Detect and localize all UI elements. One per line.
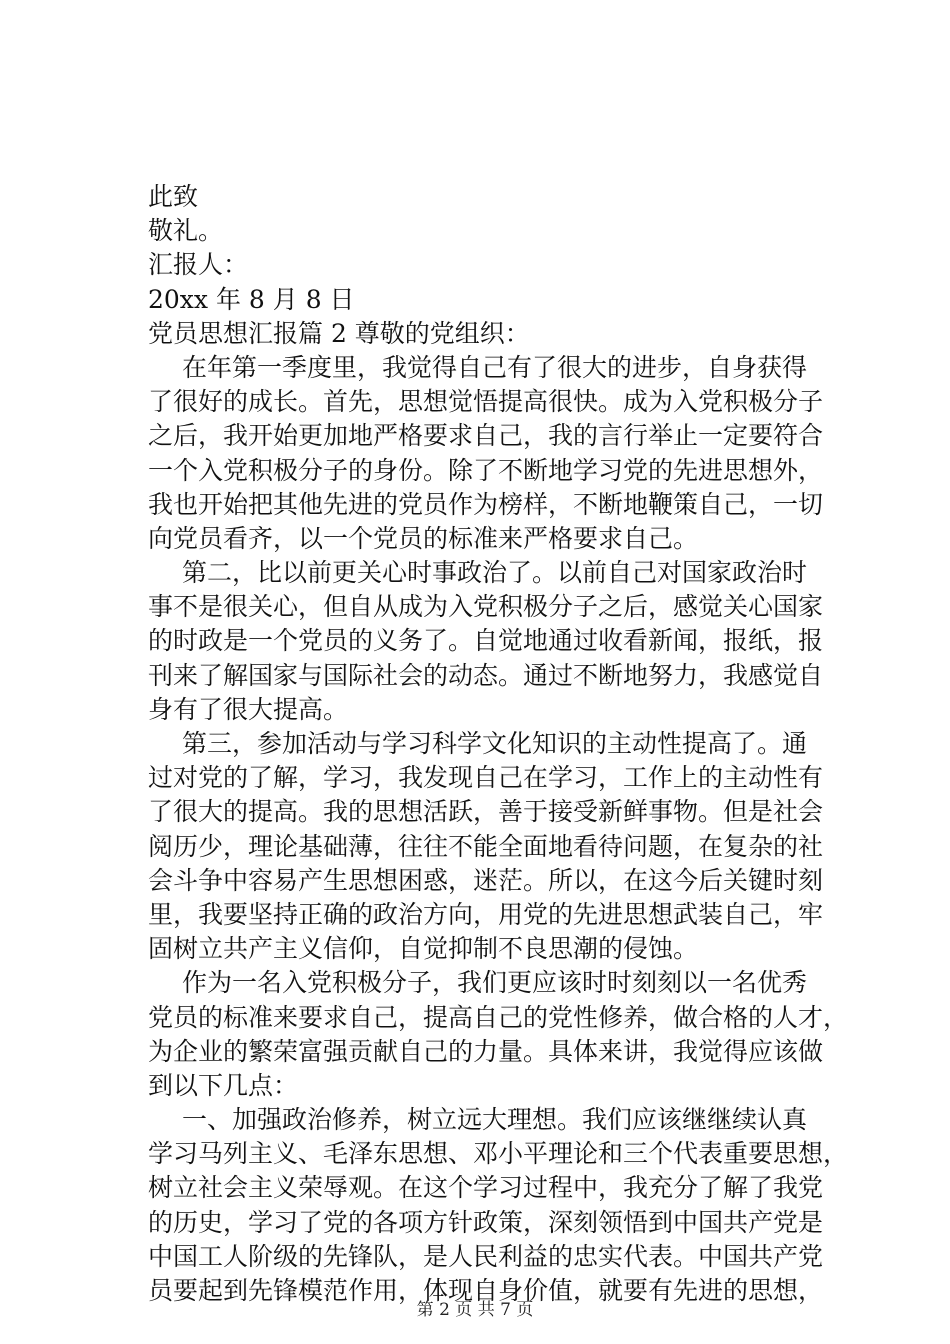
- text-line: 身有了很大提高。: [148, 694, 349, 724]
- text-line: 20xx 年 8 月 8 日: [148, 284, 355, 314]
- text-line: 到以下几点：: [148, 1070, 299, 1100]
- text-line: 一、加强政治修养，树立远大理想。我们应该继继续认真: [182, 1105, 808, 1135]
- text-line: 党员的标准来要求自己，提高自己的党性修养，做合格的人才，: [148, 1002, 849, 1032]
- text-line: 过对党的了解，学习，我发现自己在学习，工作上的主动性有: [148, 763, 824, 793]
- text-line: 树立社会主义荣辱观。在这个学习过程中，我充分了解了我党: [148, 1173, 824, 1203]
- text-line: 汇报人：: [148, 250, 249, 280]
- text-line: 会斗争中容易产生思想困惑，迷茫。所以，在这今后关键时刻: [148, 865, 824, 895]
- text-line: 学习马列主义、毛泽东思想、邓小平理论和三个代表重要思想，: [148, 1139, 849, 1169]
- text-line: 刊来了解国家与国际社会的动态。通过不断地努力，我感觉自: [148, 660, 824, 690]
- text-line: 了很好的成长。首先，思想觉悟提高很快。成为入党积极分子: [148, 387, 824, 417]
- document-body: [148, 180, 849, 1308]
- text-line: 在年第一季度里，我觉得自己有了很大的进步，自身获得: [182, 352, 808, 382]
- text-line: 阅历少，理论基础薄，往往不能全面地看待问题，在复杂的社: [148, 831, 824, 861]
- text-line: 的时政是一个党员的义务了。自觉地通过收看新闻，报纸，报: [148, 626, 824, 656]
- text-line: 了很大的提高。我的思想活跃，善于接受新鲜事物。但是社会: [148, 797, 824, 827]
- text-line: 的历史，学习了党的各项方针政策，深刻领悟到中国共产党是: [148, 1207, 824, 1237]
- text-line: 一个入党积极分子的身份。除了不断地学习党的先进思想外，: [148, 455, 824, 485]
- text-line: 里，我要坚持正确的政治方向，用党的先进思想武装自己，牢: [148, 899, 824, 929]
- text-line: 第二，比以前更关心时事政治了。以前自己对国家政治时: [182, 558, 808, 588]
- text-line: 第三，参加活动与学习科学文化知识的主动性提高了。通: [182, 729, 808, 758]
- text-line: 事不是很关心，但自从成为入党积极分子之后，感觉关心国家: [148, 592, 824, 622]
- text-line: 此致: [148, 182, 199, 211]
- text-line: 作为一名入党积极分子，我们更应该时时刻刻以一名优秀: [182, 968, 808, 998]
- text-line: 固树立共产主义信仰，自觉抑制不良思潮的侵蚀。: [148, 934, 699, 964]
- text-line: 中国工人阶级的先锋队，是人民利益的忠实代表。中国共产党: [148, 1241, 824, 1271]
- text-line: 员要起到先锋模范作用，体现自身价值，就要有先进的思想，: [148, 1276, 824, 1305]
- text-line: 为企业的繁荣富强贡献自己的力量。具体来讲，我觉得应该做: [148, 1036, 824, 1066]
- text-line: 党员思想汇报篇 2 尊敬的党组织：: [148, 318, 530, 348]
- text-line: 之后，我开始更加地严格要求自己，我的言行举止一定要符合: [148, 421, 824, 451]
- text-line: 敬礼。: [148, 216, 224, 246]
- text-line: 我也开始把其他先进的党员作为榜样，不断地鞭策自己，一切: [148, 489, 824, 519]
- text-line: 向党员看齐，以一个党员的标准来严格要求自己。: [148, 523, 699, 553]
- page-footer: 第 2 页 共 7 页: [416, 1300, 534, 1320]
